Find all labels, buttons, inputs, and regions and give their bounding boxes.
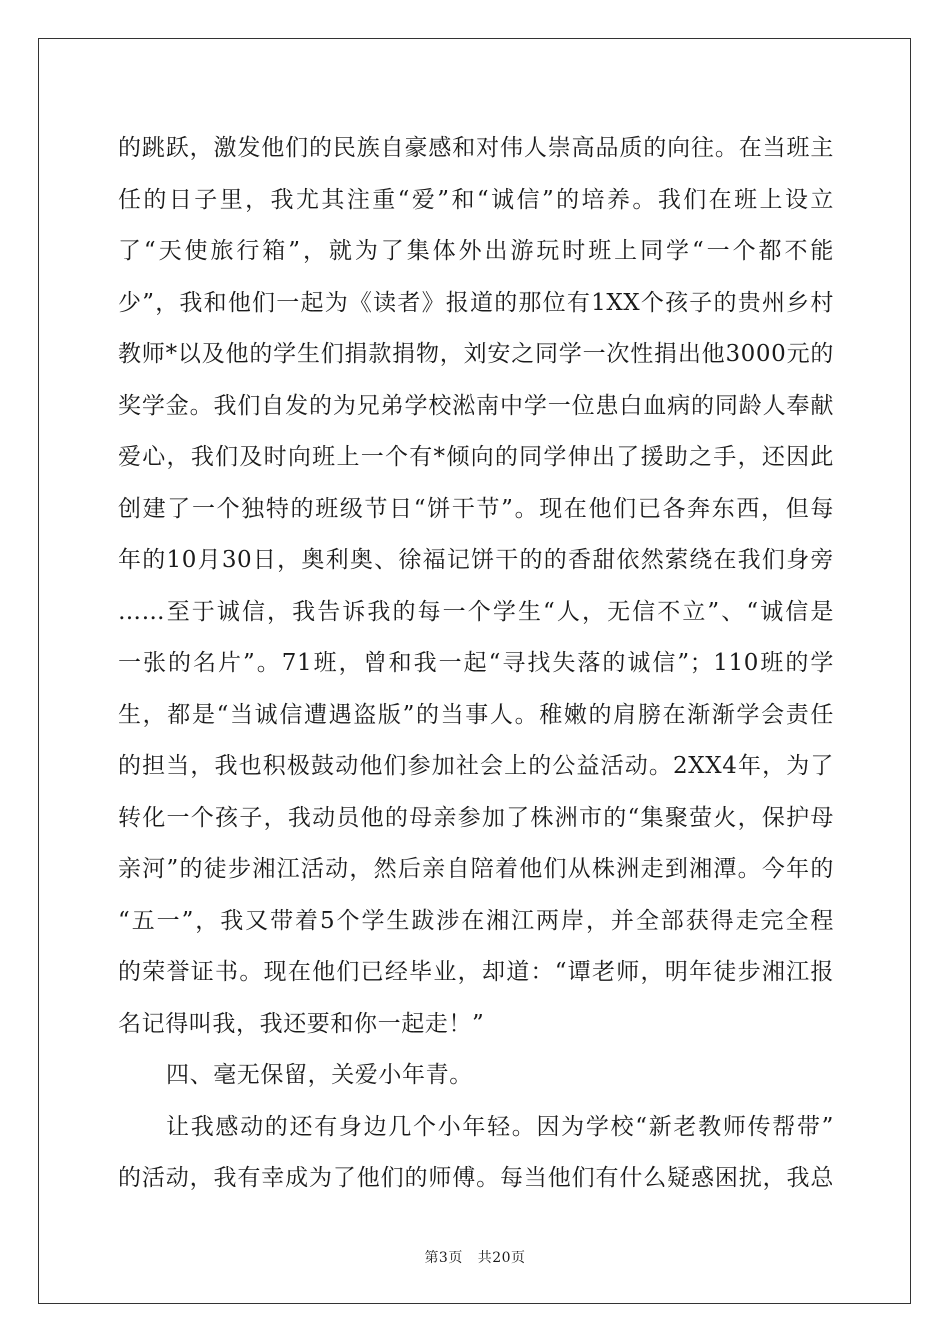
body-line: 的担当，我也积极鼓动他们参加社会上的公益活动。2XX4年，为了 bbox=[118, 753, 834, 779]
page-footer bbox=[0, 1247, 950, 1267]
body-line: 少”，我和他们一起为《读者》报道的那位有1XX个孩子的贵州乡村 bbox=[118, 289, 834, 316]
body-line: “五一”，我又带着5个学生跋涉在湘江两岸，并全部获得走完全程 bbox=[118, 907, 834, 934]
body-line: 名记得叫我，我还要和你一起走！” bbox=[118, 1010, 485, 1037]
page-number: 第3页 bbox=[424, 1250, 463, 1266]
body-line: 生，都是“当诚信遭遇盗版”的当事人。稚嫩的肩膀在渐渐学会责任 bbox=[118, 701, 834, 728]
body-line: 的活动，我有幸成为了他们的师傅。每当他们有什么疑惑困扰，我总 bbox=[118, 1165, 834, 1191]
body-line: 了“天使旅行箱”，就为了集体外出游玩时班上同学“一个都不能 bbox=[118, 238, 834, 264]
body-line: 的跳跃，激发他们的民族自豪感和对伟人崇高品质的向往。在当班主 bbox=[118, 135, 834, 161]
body-line: 一张的名片”。71班，曾和我一起“寻找失落的诚信”；110班的学 bbox=[118, 650, 834, 676]
body-line: ……至于诚信，我告诉我的每一个学生“人，无信不立”、“诚信是 bbox=[118, 598, 834, 625]
body-line: 的荣誉证书。现在他们已经毕业，却道：“谭老师，明年徒步湘江报 bbox=[118, 959, 834, 985]
body-line: 创建了一个独特的班级节日“饼干节”。现在他们已各奔东西，但每 bbox=[118, 495, 834, 522]
document-body bbox=[118, 126, 834, 1208]
body-line: 教师*以及他的学生们捐款捐物，刘安之同学一次性捐出他3000元的 bbox=[118, 341, 834, 367]
body-line: 年的10月30日，奥利奥、徐福记饼干的的香甜依然萦绕在我们身旁 bbox=[118, 547, 834, 573]
paragraph-first-line: 让我感动的还有身边几个小年轻。因为学校“新老教师传帮带” bbox=[166, 1113, 834, 1140]
page-total: 共20页 bbox=[477, 1250, 526, 1266]
body-line: 转化一个孩子，我动员他的母亲参加了株洲市的“集聚萤火，保护母 bbox=[118, 804, 834, 831]
body-line: 爱心，我们及时向班上一个有*倾向的同学伸出了援助之手，还因此 bbox=[118, 444, 834, 470]
body-line: 亲河”的徒步湘江活动，然后亲自陪着他们从株洲走到湘潭。今年的 bbox=[118, 856, 834, 882]
body-line: 任的日子里，我尤其注重“爱”和“诚信”的培养。我们在班上设立 bbox=[118, 186, 834, 213]
body-line: 奖学金。我们自发的为兄弟学校淞南中学一位患白血病的同龄人奉献 bbox=[118, 392, 834, 419]
section-heading: 四、毫无保留，关爱小年青。 bbox=[166, 1062, 473, 1088]
